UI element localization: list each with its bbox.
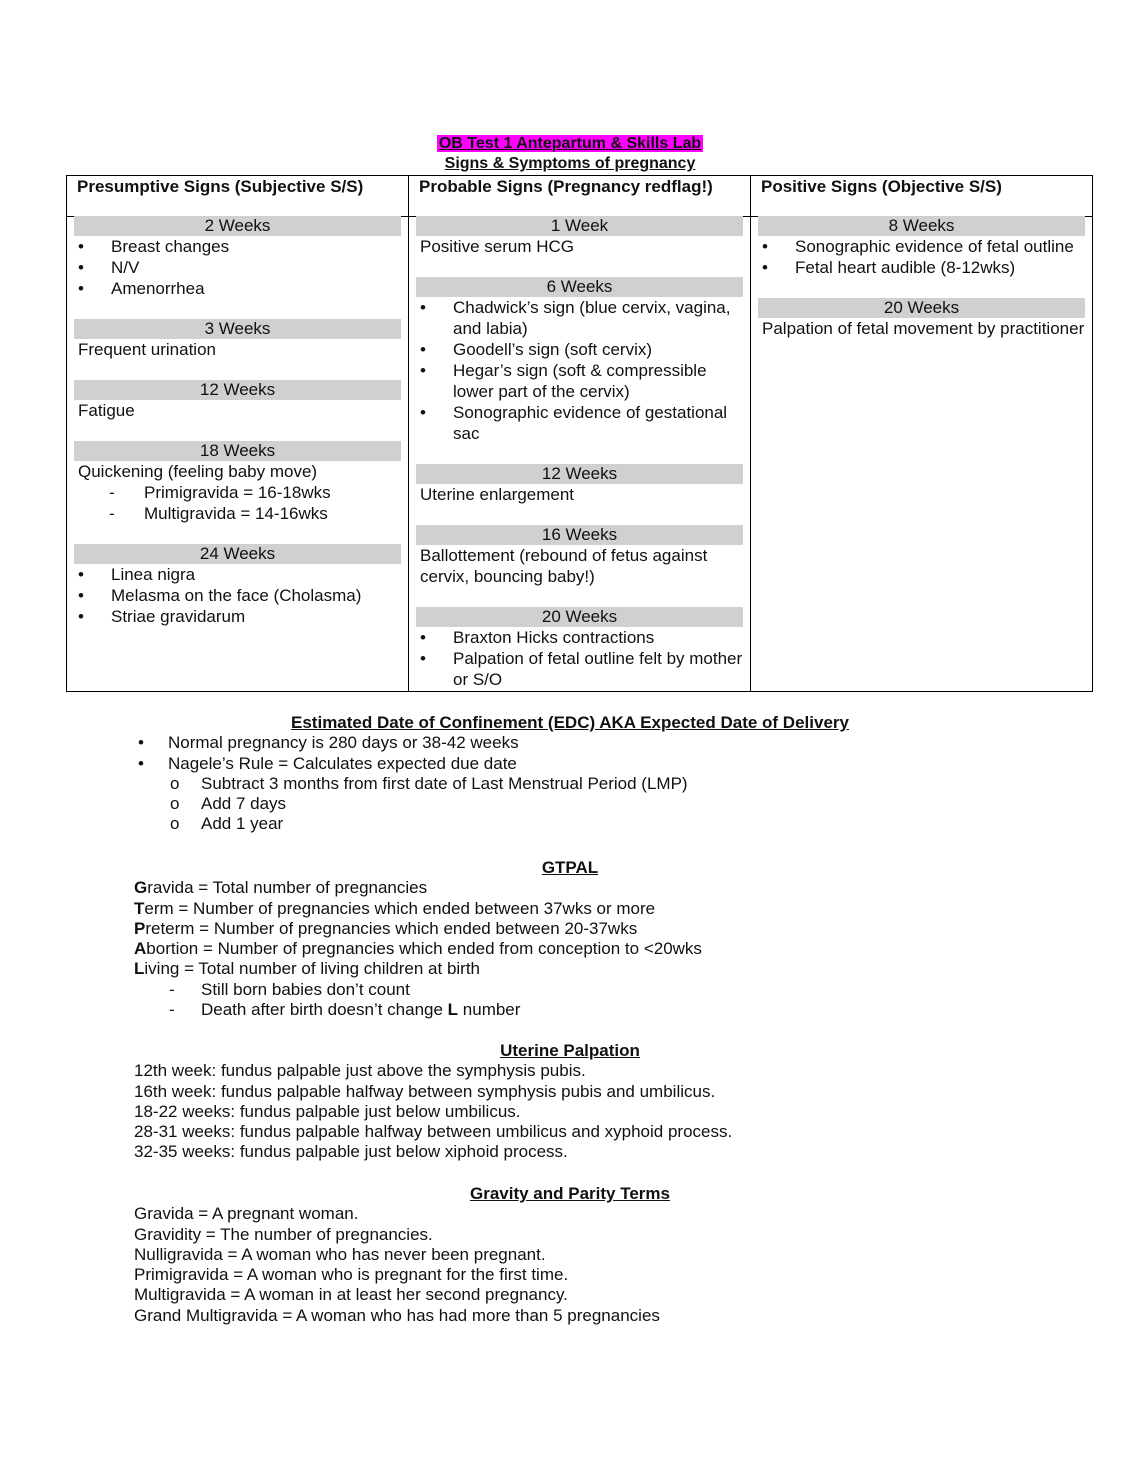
list-item: • Striae gravidarum (74, 606, 401, 627)
list-item: - Multigravida = 14-16wks (74, 503, 401, 524)
palpation-line: 12th week: fundus palpable just above the symphysis pubis. (134, 1061, 586, 1081)
list-item: • Hegar’s sign (soft & compressible lower part of the cervix) (416, 360, 743, 402)
gtpal-line: Preterm = Number of pregnancies which ended between 20-37wks (134, 918, 638, 938)
list-item: • Chadwick’s sign (blue cervix, vagina, and labia) (416, 297, 743, 339)
sign-text: Positive serum HCG (420, 237, 574, 256)
list-item: • Goodell’s sign (soft cervix) (416, 339, 743, 360)
list-item: - Still born babies don’t count (134, 980, 1140, 1000)
list-item: • Braxton Hicks contractions (416, 627, 743, 648)
title-line-1: OB Test 1 Antepartum & Skills Lab (438, 135, 702, 152)
palpation-line: 32-35 weeks: fundus palpable just below xiphoid process. (134, 1142, 568, 1162)
week-label: 18 Weeks (74, 441, 401, 461)
palpation-line: 16th week: fundus palpable halfway between symphysis pubis and umbilicus. (134, 1081, 716, 1101)
document-title (0, 134, 1140, 174)
week-label: 12 Weeks (416, 464, 743, 484)
term-line: Multigravida = A woman in at least her second pregnancy. (134, 1285, 568, 1305)
probable-column (409, 176, 751, 691)
palpation-line: 28-31 weeks: fundus palpable halfway between umbilicus and xyphoid process. (134, 1122, 733, 1142)
term-line: Nulligravida = A woman who has never been pregnant. (134, 1244, 546, 1264)
terms-heading: Gravity and Parity Terms (470, 1184, 670, 1203)
week-label: 24 Weeks (74, 544, 401, 564)
column-header: Probable Signs (Pregnancy redflag!) (419, 177, 713, 196)
week-label: 2 Weeks (74, 216, 401, 236)
gtpal-line: Abortion = Number of pregnancies which ended from conception to <20wks (134, 939, 702, 959)
gtpal-line: Term = Number of pregnancies which ended between 37wks or more (134, 898, 656, 918)
sign-text: Fatigue (78, 401, 135, 420)
palpation-section (0, 1041, 1140, 1163)
list-item: • Sonographic evidence of gestational sac (416, 402, 743, 444)
week-label: 8 Weeks (758, 216, 1085, 236)
gtpal-line: Gravida = Total number of pregnancies (134, 878, 428, 898)
title-line-2: Signs & Symptoms of pregnancy (444, 155, 696, 172)
list-item: o Subtract 3 months from first date of Last Menstrual Period (LMP) (168, 774, 1140, 794)
list-item: • Linea nigra (74, 564, 401, 585)
column-header: Positive Signs (Objective S/S) (761, 177, 1002, 196)
week-label: 12 Weeks (74, 380, 401, 400)
nagele-rule: Nagele’s Rule = Calculates expected due date (168, 753, 517, 773)
edc-heading: Estimated Date of Confinement (EDC) AKA Expected Date of Delivery (291, 713, 849, 732)
terms-section (0, 1184, 1140, 1326)
week-label: 6 Weeks (416, 277, 743, 297)
gtpal-line: Living = Total number of living children at birth (134, 959, 481, 979)
list-item: • N/V (74, 257, 401, 278)
sign-text: Palpation of fetal movement by practitioner (762, 319, 1085, 338)
signs-table (66, 175, 1093, 692)
gtpal-section (0, 858, 1140, 1020)
list-item: • Normal pregnancy is 280 days or 38-42 weeks (0, 733, 1140, 753)
edc-section (0, 713, 1140, 835)
list-item: • Breast changes (74, 236, 401, 257)
list-item (0, 754, 1140, 835)
sign-text: Quickening (feeling baby move) (78, 462, 318, 481)
list-item: o Add 1 year (168, 814, 1140, 834)
list-item: - Death after birth doesn’t change L number (134, 1000, 1140, 1020)
term-line: Primigravida = A woman who is pregnant for the first time. (134, 1265, 569, 1285)
list-item: • Sonographic evidence of fetal outline (758, 236, 1085, 257)
term-line: Grand Multigravida = A woman who has had more than 5 pregnancies (134, 1305, 660, 1325)
column-header: Presumptive Signs (Subjective S/S) (77, 177, 364, 196)
list-item: o Add 7 days (168, 794, 1140, 814)
term-line: Gravida = A pregnant woman. (134, 1204, 359, 1224)
week-label: 20 Weeks (416, 607, 743, 627)
sign-text: Uterine enlargement (420, 485, 575, 504)
palpation-heading: Uterine Palpation (500, 1041, 640, 1060)
sign-text: Ballottement (rebound of fetus against cervix, bouncing baby!) (420, 546, 708, 586)
list-item: • Amenorrhea (74, 278, 401, 299)
week-label: 3 Weeks (74, 319, 401, 339)
gtpal-heading: GTPAL (541, 858, 599, 877)
sign-text: Frequent urination (78, 340, 216, 359)
palpation-line: 18-22 weeks: fundus palpable just below umbilicus. (134, 1101, 521, 1121)
list-item: - Primigravida = 16-18wks (74, 482, 401, 503)
week-label: 1 Week (416, 216, 743, 236)
list-item: • Palpation of fetal outline felt by mother or S/O (416, 648, 743, 690)
week-label: 16 Weeks (416, 525, 743, 545)
presumptive-column (67, 176, 409, 691)
week-label: 20 Weeks (758, 298, 1085, 318)
list-item: • Fetal heart audible (8-12wks) (758, 257, 1085, 278)
term-line: Gravidity = The number of pregnancies. (134, 1224, 433, 1244)
list-item: • Melasma on the face (Cholasma) (74, 585, 401, 606)
positive-column (751, 176, 1092, 691)
